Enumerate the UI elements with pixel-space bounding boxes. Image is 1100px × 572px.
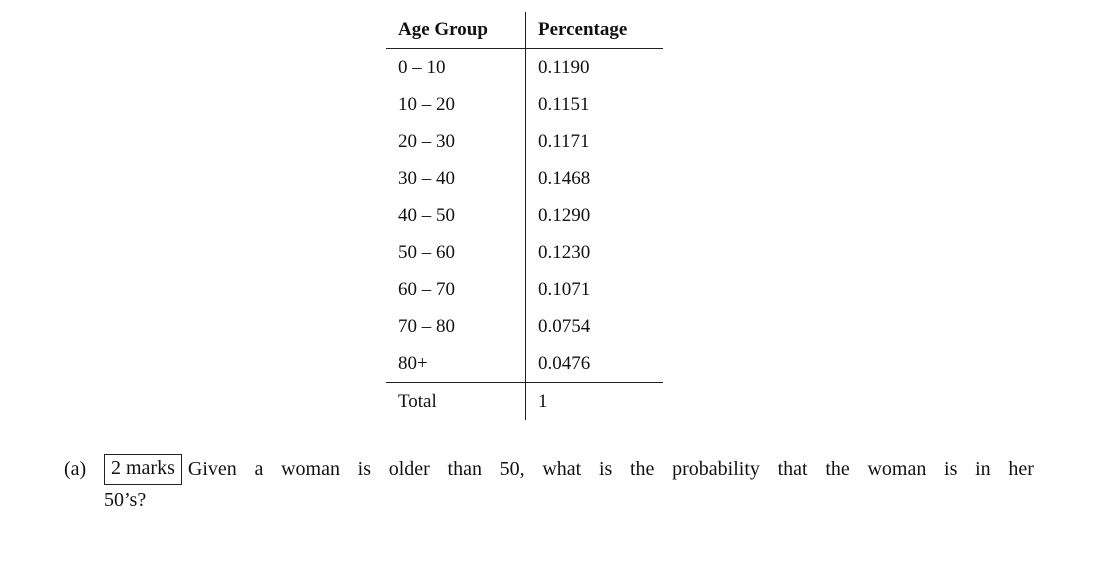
table-row xyxy=(386,308,663,345)
table-row xyxy=(386,160,663,197)
age-group-cell: 20 – 30 xyxy=(386,123,526,160)
question-word: Given xyxy=(187,458,237,480)
question-word: in xyxy=(975,458,991,480)
age-group-cell: 30 – 40 xyxy=(386,160,526,197)
age-group-table xyxy=(386,12,663,420)
table-total-row xyxy=(386,383,663,421)
question-word: that xyxy=(777,458,808,480)
percentage-cell: 0.0754 xyxy=(538,315,591,337)
marks-box: 2 marks xyxy=(104,454,182,485)
question-text-line-1 xyxy=(188,454,1034,485)
age-group-cell: 50 – 60 xyxy=(386,234,526,271)
question-label: (a) xyxy=(64,458,87,480)
table-header-row xyxy=(386,12,663,49)
question-word: woman xyxy=(867,458,927,480)
question-word: the xyxy=(825,458,850,480)
percentage-cell: 0.1151 xyxy=(538,93,590,115)
question-word: is xyxy=(598,458,613,480)
question-text-line-2: 50’s? xyxy=(104,489,147,511)
question-a xyxy=(64,454,1034,516)
question-word: 50, xyxy=(499,458,525,480)
percentage-cell: 0.1171 xyxy=(538,130,590,152)
age-group-cell: 60 – 70 xyxy=(386,271,526,308)
table-row xyxy=(386,123,663,160)
age-group-cell: 80+ xyxy=(386,345,526,383)
question-word: the xyxy=(630,458,655,480)
question-word: what xyxy=(542,458,582,480)
question-word: is xyxy=(944,458,958,480)
age-group-cell: 70 – 80 xyxy=(386,308,526,345)
question-line-1 xyxy=(64,454,1034,485)
percentage-cell: 0.1290 xyxy=(538,204,591,226)
percentage-cell: 0.1190 xyxy=(538,56,590,78)
question-word: her xyxy=(1008,458,1034,480)
question-word: a xyxy=(254,458,264,480)
percentage-cell: 0.1468 xyxy=(538,167,591,189)
question-word: woman xyxy=(281,458,340,480)
table-row xyxy=(386,197,663,234)
table-row xyxy=(386,86,663,123)
percentage-cell: 0.1071 xyxy=(538,278,591,300)
percentage-cell: 0.1230 xyxy=(538,241,591,263)
table-row xyxy=(386,49,663,87)
age-group-cell: 40 – 50 xyxy=(386,197,526,234)
table-row xyxy=(386,271,663,308)
age-group-cell: 10 – 20 xyxy=(386,86,526,123)
total-value: 1 xyxy=(526,383,664,421)
question-word: is xyxy=(357,458,372,480)
question-word: probability xyxy=(672,458,760,480)
total-label: Total xyxy=(386,383,526,421)
question-word: than xyxy=(447,458,482,480)
header-age-group: Age Group xyxy=(386,12,526,49)
age-group-cell: 0 – 10 xyxy=(386,49,526,87)
header-percentage: Percentage xyxy=(526,12,664,49)
question-word: older xyxy=(388,458,430,480)
table-row xyxy=(386,234,663,271)
table-row xyxy=(386,345,663,383)
percentage-cell: 0.0476 xyxy=(538,352,591,374)
